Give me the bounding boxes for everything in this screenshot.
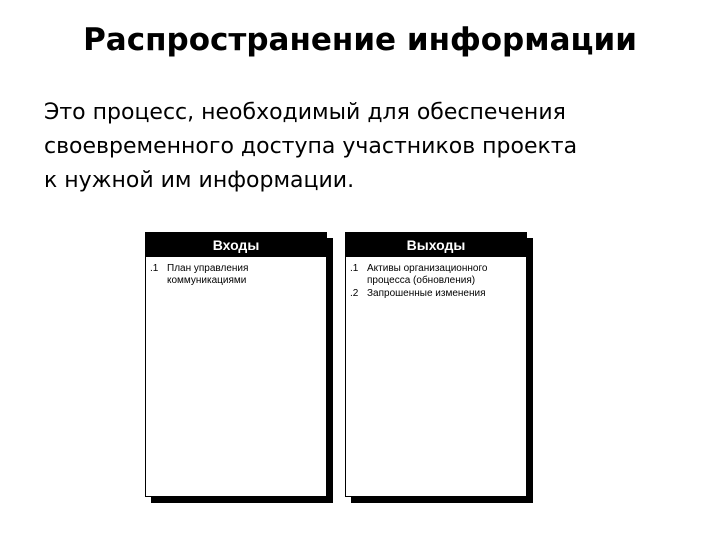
body-line: своевременного доступа участников проекта <box>44 134 578 159</box>
item-number: .1 <box>350 263 359 274</box>
item-text <box>367 263 522 287</box>
body-line: Это процесс, необходимый для обеспечения <box>44 100 566 125</box>
list-item <box>350 263 522 287</box>
list-item <box>150 263 322 287</box>
item-text-line: процесса (обновления) <box>367 275 476 286</box>
item-text <box>367 288 522 300</box>
item-text <box>167 263 322 287</box>
outputs-panel <box>345 232 527 497</box>
panel-box <box>345 232 527 497</box>
body-line: к нужной им информации. <box>44 168 355 193</box>
item-text-line: План управления <box>167 263 249 274</box>
item-text-line: коммуникациями <box>167 275 247 286</box>
slide-title: Распространение информации <box>83 22 637 58</box>
outputs-list <box>346 257 526 300</box>
panel-box <box>145 232 327 497</box>
item-number: .2 <box>350 288 359 299</box>
inputs-header: Входы <box>146 233 326 257</box>
list-item <box>350 288 522 300</box>
inputs-list <box>146 257 326 287</box>
outputs-header: Выходы <box>346 233 526 257</box>
item-text-line: Запрошенные изменения <box>367 288 486 299</box>
item-text-line: Активы организационного <box>367 263 488 274</box>
inputs-panel <box>145 232 327 497</box>
item-number: .1 <box>150 263 159 274</box>
slide-body-text <box>44 96 684 198</box>
